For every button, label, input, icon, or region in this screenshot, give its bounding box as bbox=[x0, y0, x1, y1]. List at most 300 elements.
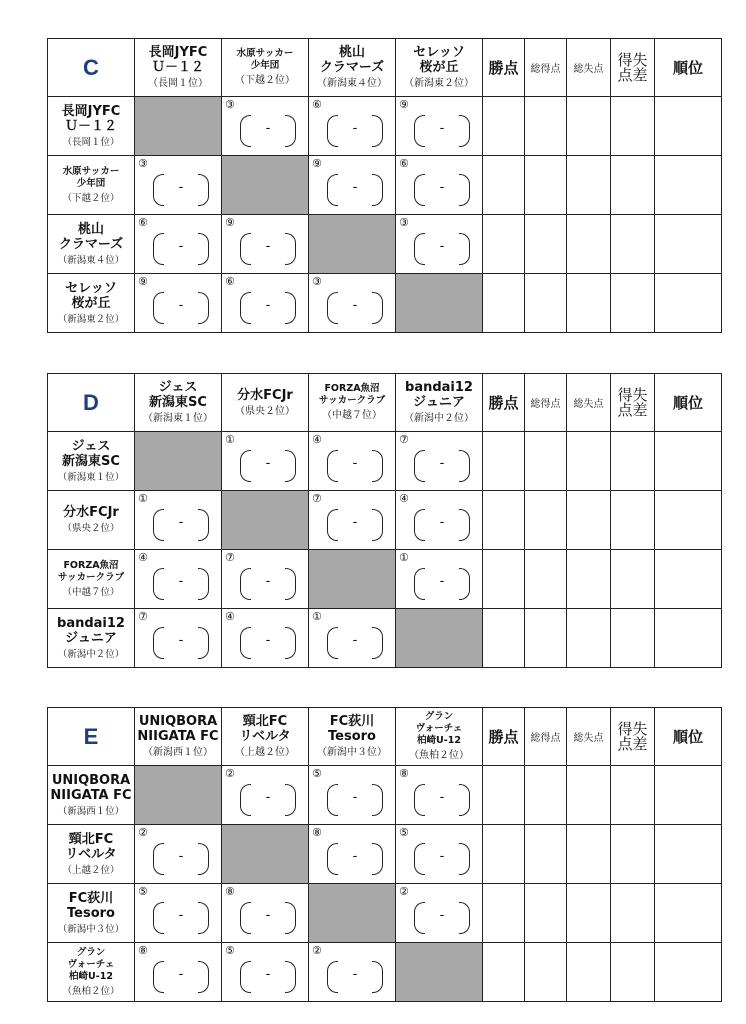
match-cell bbox=[135, 215, 222, 274]
win-points-cell bbox=[483, 97, 525, 156]
win-points-header-text: 勝点 bbox=[488, 59, 519, 77]
match-number: ③ bbox=[312, 275, 322, 288]
goals-for-cell bbox=[525, 97, 567, 156]
column-team-header bbox=[309, 708, 396, 766]
team-name: 分水FCJr bbox=[237, 387, 293, 403]
score-box bbox=[414, 233, 470, 265]
match-cell bbox=[222, 550, 309, 609]
team-name: bandai12 ジュニア bbox=[405, 380, 473, 410]
team-name: 桃山 クラマーズ bbox=[58, 221, 124, 252]
rank-header bbox=[655, 39, 722, 97]
match-number: ⑧ bbox=[138, 944, 148, 957]
goal-diff-cell bbox=[611, 97, 655, 156]
team-name: ジェス 新潟東SC bbox=[149, 380, 207, 410]
score-dash: - bbox=[178, 849, 184, 864]
score-dash: - bbox=[178, 515, 184, 530]
goals-for-header bbox=[525, 39, 567, 97]
match-number: ③ bbox=[399, 216, 409, 229]
goals-for-cell bbox=[525, 943, 567, 1002]
team-qualifier: （新潟中２位） bbox=[57, 648, 125, 660]
row-team-header bbox=[48, 156, 135, 215]
win-points-cell bbox=[483, 609, 525, 668]
team-row bbox=[48, 491, 722, 550]
rank-cell bbox=[655, 156, 722, 215]
goal-diff-cell bbox=[611, 215, 655, 274]
row-team-header bbox=[48, 491, 135, 550]
goals-for-cell bbox=[525, 432, 567, 491]
group-table-e bbox=[47, 707, 722, 1002]
match-cell bbox=[396, 766, 483, 825]
goals-against-cell bbox=[567, 97, 611, 156]
match-cell bbox=[396, 156, 483, 215]
right-bracket bbox=[459, 450, 470, 482]
match-cell bbox=[396, 491, 483, 550]
right-bracket bbox=[372, 627, 383, 659]
match-cell bbox=[135, 274, 222, 333]
team-row bbox=[48, 884, 722, 943]
rank-header-text: 順位 bbox=[672, 728, 703, 746]
score-box bbox=[414, 509, 470, 541]
rank-header bbox=[655, 708, 722, 766]
score-dash: - bbox=[439, 239, 445, 254]
score-dash: - bbox=[439, 849, 445, 864]
team-name: bandai12 ジュニア bbox=[57, 615, 125, 646]
column-team-header bbox=[222, 708, 309, 766]
goals-for-cell bbox=[525, 825, 567, 884]
right-bracket bbox=[459, 902, 470, 934]
win-points-cell bbox=[483, 215, 525, 274]
goal-diff-cell bbox=[611, 156, 655, 215]
group-table-c bbox=[47, 38, 722, 333]
match-number: ⑤ bbox=[312, 767, 322, 780]
score-box bbox=[414, 568, 470, 600]
match-cell bbox=[222, 609, 309, 668]
row-team-header bbox=[48, 825, 135, 884]
goal-diff-cell bbox=[611, 884, 655, 943]
score-box bbox=[153, 627, 209, 659]
score-dash: - bbox=[352, 515, 358, 530]
match-number: ⑥ bbox=[225, 275, 235, 288]
score-dash: - bbox=[439, 908, 445, 923]
score-dash: - bbox=[265, 633, 271, 648]
team-row bbox=[48, 766, 722, 825]
right-bracket bbox=[198, 174, 209, 206]
self-match-cell bbox=[135, 97, 222, 156]
win-points-cell bbox=[483, 884, 525, 943]
self-match-cell bbox=[222, 491, 309, 550]
team-name: グラン ヴォーチェ 柏崎U-12 bbox=[415, 711, 463, 746]
score-box bbox=[153, 509, 209, 541]
match-cell bbox=[396, 97, 483, 156]
win-points-cell bbox=[483, 766, 525, 825]
score-box bbox=[240, 902, 296, 934]
goal-diff-cell bbox=[611, 274, 655, 333]
row-team-header bbox=[48, 215, 135, 274]
win-points-header bbox=[483, 374, 525, 432]
score-box bbox=[240, 233, 296, 265]
win-points-cell bbox=[483, 491, 525, 550]
team-name: セレッソ 桜が丘 bbox=[65, 280, 117, 311]
score-box bbox=[153, 174, 209, 206]
goals-against-cell bbox=[567, 884, 611, 943]
right-bracket bbox=[285, 902, 296, 934]
score-dash: - bbox=[178, 239, 184, 254]
score-dash: - bbox=[352, 180, 358, 195]
goals-for-header-text: 総得点 bbox=[530, 64, 561, 75]
goals-for-cell bbox=[525, 609, 567, 668]
self-match-cell bbox=[222, 825, 309, 884]
match-cell bbox=[396, 884, 483, 943]
match-number: ⑧ bbox=[225, 885, 235, 898]
score-dash: - bbox=[439, 180, 445, 195]
goals-for-cell bbox=[525, 884, 567, 943]
goals-for-cell bbox=[525, 274, 567, 333]
score-box bbox=[153, 568, 209, 600]
row-team-header bbox=[48, 766, 135, 825]
team-name: 水原サッカー 少年団 bbox=[236, 48, 294, 71]
match-number: ③ bbox=[138, 157, 148, 170]
right-bracket bbox=[459, 568, 470, 600]
match-cell bbox=[222, 215, 309, 274]
score-dash: - bbox=[439, 515, 445, 530]
match-cell bbox=[309, 491, 396, 550]
rank-cell bbox=[655, 766, 722, 825]
right-bracket bbox=[285, 292, 296, 324]
score-box bbox=[327, 450, 383, 482]
goal-diff-header bbox=[611, 708, 655, 766]
team-row bbox=[48, 825, 722, 884]
score-dash: - bbox=[265, 298, 271, 313]
team-name: 長岡JYFC Ｕ－１２ bbox=[61, 103, 121, 134]
group-table-d bbox=[47, 373, 722, 668]
row-team-header bbox=[48, 943, 135, 1002]
team-qualifier: （新潟中３位） bbox=[57, 923, 125, 935]
score-dash: - bbox=[265, 790, 271, 805]
match-number: ④ bbox=[399, 492, 409, 505]
score-box bbox=[153, 233, 209, 265]
team-name: FC荻川 Tesoro bbox=[67, 890, 115, 921]
right-bracket bbox=[198, 902, 209, 934]
goals-against-cell bbox=[567, 215, 611, 274]
win-points-cell bbox=[483, 274, 525, 333]
team-qualifier: （中越７位） bbox=[322, 410, 382, 421]
match-cell bbox=[222, 274, 309, 333]
match-number: ⑦ bbox=[225, 551, 235, 564]
score-dash: - bbox=[178, 180, 184, 195]
right-bracket bbox=[372, 450, 383, 482]
match-number: ⑥ bbox=[399, 157, 409, 170]
match-number: ⑨ bbox=[399, 98, 409, 111]
score-box bbox=[327, 174, 383, 206]
column-team-header bbox=[396, 708, 483, 766]
goals-against-header bbox=[567, 374, 611, 432]
goals-against-cell bbox=[567, 550, 611, 609]
score-box bbox=[414, 784, 470, 816]
score-box bbox=[240, 292, 296, 324]
rank-cell bbox=[655, 97, 722, 156]
goals-against-cell bbox=[567, 766, 611, 825]
goal-diff-header-text: 得失 点差 bbox=[617, 719, 648, 753]
score-dash: - bbox=[178, 967, 184, 982]
win-points-cell bbox=[483, 943, 525, 1002]
goals-for-cell bbox=[525, 550, 567, 609]
group-label: E bbox=[48, 708, 135, 766]
match-cell bbox=[135, 884, 222, 943]
score-box bbox=[414, 450, 470, 482]
match-cell bbox=[222, 884, 309, 943]
score-box bbox=[240, 784, 296, 816]
rank-cell bbox=[655, 432, 722, 491]
match-cell bbox=[135, 943, 222, 1002]
right-bracket bbox=[459, 174, 470, 206]
right-bracket bbox=[285, 115, 296, 147]
match-number: ⑧ bbox=[312, 826, 322, 839]
score-dash: - bbox=[352, 849, 358, 864]
self-match-cell bbox=[309, 884, 396, 943]
team-name: FORZA魚沼 サッカークラブ bbox=[318, 383, 386, 406]
score-dash: - bbox=[265, 574, 271, 589]
header-row bbox=[48, 39, 722, 97]
goal-diff-cell bbox=[611, 432, 655, 491]
team-qualifier: （新潟中３位） bbox=[317, 747, 387, 758]
team-row bbox=[48, 97, 722, 156]
column-team-header bbox=[135, 39, 222, 97]
match-number: ④ bbox=[225, 610, 235, 623]
match-cell bbox=[309, 609, 396, 668]
team-row bbox=[48, 156, 722, 215]
right-bracket bbox=[285, 233, 296, 265]
right-bracket bbox=[285, 784, 296, 816]
goal-diff-header bbox=[611, 374, 655, 432]
match-cell bbox=[135, 825, 222, 884]
team-qualifier: （新潟東２位） bbox=[404, 78, 474, 89]
team-qualifier: （県央２位） bbox=[62, 523, 120, 534]
right-bracket bbox=[198, 843, 209, 875]
right-bracket bbox=[372, 961, 383, 993]
self-match-cell bbox=[396, 274, 483, 333]
right-bracket bbox=[459, 784, 470, 816]
goals-against-cell bbox=[567, 825, 611, 884]
match-cell bbox=[222, 432, 309, 491]
rank-header bbox=[655, 374, 722, 432]
rank-cell bbox=[655, 609, 722, 668]
team-name: 分水FCJr bbox=[63, 505, 119, 520]
team-qualifier: （魚柏２位） bbox=[62, 985, 120, 997]
right-bracket bbox=[198, 568, 209, 600]
team-qualifier: （新潟西１位） bbox=[57, 805, 125, 817]
goal-diff-cell bbox=[611, 766, 655, 825]
team-qualifier: （新潟東４位） bbox=[57, 254, 125, 266]
match-number: ① bbox=[225, 433, 235, 446]
score-box bbox=[327, 292, 383, 324]
win-points-header-text: 勝点 bbox=[488, 394, 519, 412]
team-name: ジェス 新潟東SC bbox=[62, 438, 120, 469]
match-cell bbox=[309, 943, 396, 1002]
match-cell bbox=[309, 432, 396, 491]
match-number: ⑦ bbox=[138, 610, 148, 623]
team-name: 頸北FC リベルタ bbox=[65, 831, 117, 862]
match-cell bbox=[309, 825, 396, 884]
score-dash: - bbox=[178, 633, 184, 648]
self-match-cell bbox=[135, 432, 222, 491]
score-dash: - bbox=[265, 239, 271, 254]
right-bracket bbox=[198, 509, 209, 541]
goals-for-cell bbox=[525, 766, 567, 825]
self-match-cell bbox=[222, 156, 309, 215]
goals-against-cell bbox=[567, 491, 611, 550]
team-qualifier: （下越２位） bbox=[235, 75, 295, 86]
team-qualifier: （下越２位） bbox=[62, 192, 120, 204]
team-qualifier: （新潟東１位） bbox=[143, 413, 213, 424]
match-cell bbox=[135, 609, 222, 668]
match-number: ⑨ bbox=[225, 216, 235, 229]
rank-header-text: 順位 bbox=[672, 394, 703, 412]
column-team-header bbox=[396, 39, 483, 97]
rank-cell bbox=[655, 884, 722, 943]
group-label: C bbox=[48, 39, 135, 97]
team-qualifier: （新潟中２位） bbox=[404, 413, 474, 424]
self-match-cell bbox=[396, 609, 483, 668]
self-match-cell bbox=[309, 215, 396, 274]
row-team-header bbox=[48, 609, 135, 668]
goals-against-cell bbox=[567, 609, 611, 668]
match-cell bbox=[222, 766, 309, 825]
goals-for-cell bbox=[525, 215, 567, 274]
team-name: 長岡JYFC Ｕ－１２ bbox=[148, 45, 208, 75]
match-number: ① bbox=[138, 492, 148, 505]
team-row bbox=[48, 274, 722, 333]
goals-against-header bbox=[567, 39, 611, 97]
team-name: UNIQBORA NIIGATA FC bbox=[50, 772, 132, 803]
right-bracket bbox=[372, 174, 383, 206]
goal-diff-header-text: 得失 点差 bbox=[617, 50, 648, 84]
match-cell bbox=[135, 550, 222, 609]
match-number: ⑨ bbox=[138, 275, 148, 288]
header-row bbox=[48, 708, 722, 766]
row-team-header bbox=[48, 274, 135, 333]
match-cell bbox=[309, 97, 396, 156]
goals-against-cell bbox=[567, 943, 611, 1002]
score-box bbox=[240, 568, 296, 600]
team-name: 桃山 クラマーズ bbox=[319, 45, 385, 75]
match-number: ② bbox=[225, 767, 235, 780]
group-label: D bbox=[48, 374, 135, 432]
goals-against-header-text: 総失点 bbox=[573, 399, 604, 410]
score-dash: - bbox=[178, 298, 184, 313]
match-number: ② bbox=[399, 885, 409, 898]
right-bracket bbox=[198, 627, 209, 659]
team-name: グラン ヴォーチェ 柏崎U-12 bbox=[67, 946, 115, 982]
rank-cell bbox=[655, 491, 722, 550]
win-points-header bbox=[483, 708, 525, 766]
team-row bbox=[48, 550, 722, 609]
match-number: ① bbox=[312, 610, 322, 623]
score-dash: - bbox=[352, 456, 358, 471]
team-qualifier: （上越２位） bbox=[235, 747, 295, 758]
score-box bbox=[414, 902, 470, 934]
score-dash: - bbox=[352, 967, 358, 982]
goals-for-header-text: 総得点 bbox=[530, 733, 561, 744]
match-number: ⑨ bbox=[312, 157, 322, 170]
match-cell bbox=[309, 766, 396, 825]
goals-for-header-text: 総得点 bbox=[530, 399, 561, 410]
right-bracket bbox=[372, 843, 383, 875]
right-bracket bbox=[459, 233, 470, 265]
score-dash: - bbox=[439, 456, 445, 471]
goal-diff-header bbox=[611, 39, 655, 97]
score-dash: - bbox=[178, 574, 184, 589]
goals-for-cell bbox=[525, 156, 567, 215]
goal-diff-cell bbox=[611, 609, 655, 668]
match-number: ③ bbox=[225, 98, 235, 111]
team-name: FORZA魚沼 サッカークラブ bbox=[57, 559, 125, 583]
team-name: UNIQBORA NIIGATA FC bbox=[137, 714, 219, 744]
score-box bbox=[153, 902, 209, 934]
match-number: ⑤ bbox=[399, 826, 409, 839]
rank-cell bbox=[655, 825, 722, 884]
score-box bbox=[240, 450, 296, 482]
match-cell bbox=[396, 550, 483, 609]
match-number: ② bbox=[312, 944, 322, 957]
right-bracket bbox=[198, 233, 209, 265]
row-team-header bbox=[48, 550, 135, 609]
rank-cell bbox=[655, 215, 722, 274]
score-dash: - bbox=[265, 908, 271, 923]
match-number: ⑤ bbox=[138, 885, 148, 898]
score-box bbox=[327, 627, 383, 659]
match-number: ⑥ bbox=[312, 98, 322, 111]
team-qualifier: （新潟東４位） bbox=[317, 78, 387, 89]
match-cell bbox=[309, 274, 396, 333]
score-box bbox=[327, 843, 383, 875]
score-box bbox=[414, 115, 470, 147]
team-qualifier: （長岡１位） bbox=[62, 136, 120, 148]
match-cell bbox=[396, 215, 483, 274]
score-dash: - bbox=[352, 121, 358, 136]
score-box bbox=[153, 843, 209, 875]
team-qualifier: （魚柏２位） bbox=[409, 750, 469, 761]
goals-against-header bbox=[567, 708, 611, 766]
right-bracket bbox=[372, 509, 383, 541]
self-match-cell bbox=[309, 550, 396, 609]
team-row bbox=[48, 432, 722, 491]
goals-against-cell bbox=[567, 274, 611, 333]
win-points-header bbox=[483, 39, 525, 97]
team-name: 水原サッカー 少年団 bbox=[62, 165, 120, 189]
column-team-header bbox=[309, 374, 396, 432]
score-dash: - bbox=[265, 967, 271, 982]
win-points-cell bbox=[483, 432, 525, 491]
rank-cell bbox=[655, 943, 722, 1002]
win-points-cell bbox=[483, 825, 525, 884]
goal-diff-cell bbox=[611, 550, 655, 609]
team-row bbox=[48, 609, 722, 668]
match-cell bbox=[396, 825, 483, 884]
column-team-header bbox=[396, 374, 483, 432]
score-box bbox=[153, 961, 209, 993]
header-row bbox=[48, 374, 722, 432]
team-qualifier: （上越２位） bbox=[62, 864, 120, 876]
row-team-header bbox=[48, 97, 135, 156]
match-number: ② bbox=[138, 826, 148, 839]
team-row bbox=[48, 215, 722, 274]
goals-against-cell bbox=[567, 156, 611, 215]
column-team-header bbox=[135, 708, 222, 766]
goal-diff-cell bbox=[611, 825, 655, 884]
goals-against-cell bbox=[567, 432, 611, 491]
goals-for-header bbox=[525, 374, 567, 432]
team-qualifier: （新潟西１位） bbox=[143, 747, 213, 758]
